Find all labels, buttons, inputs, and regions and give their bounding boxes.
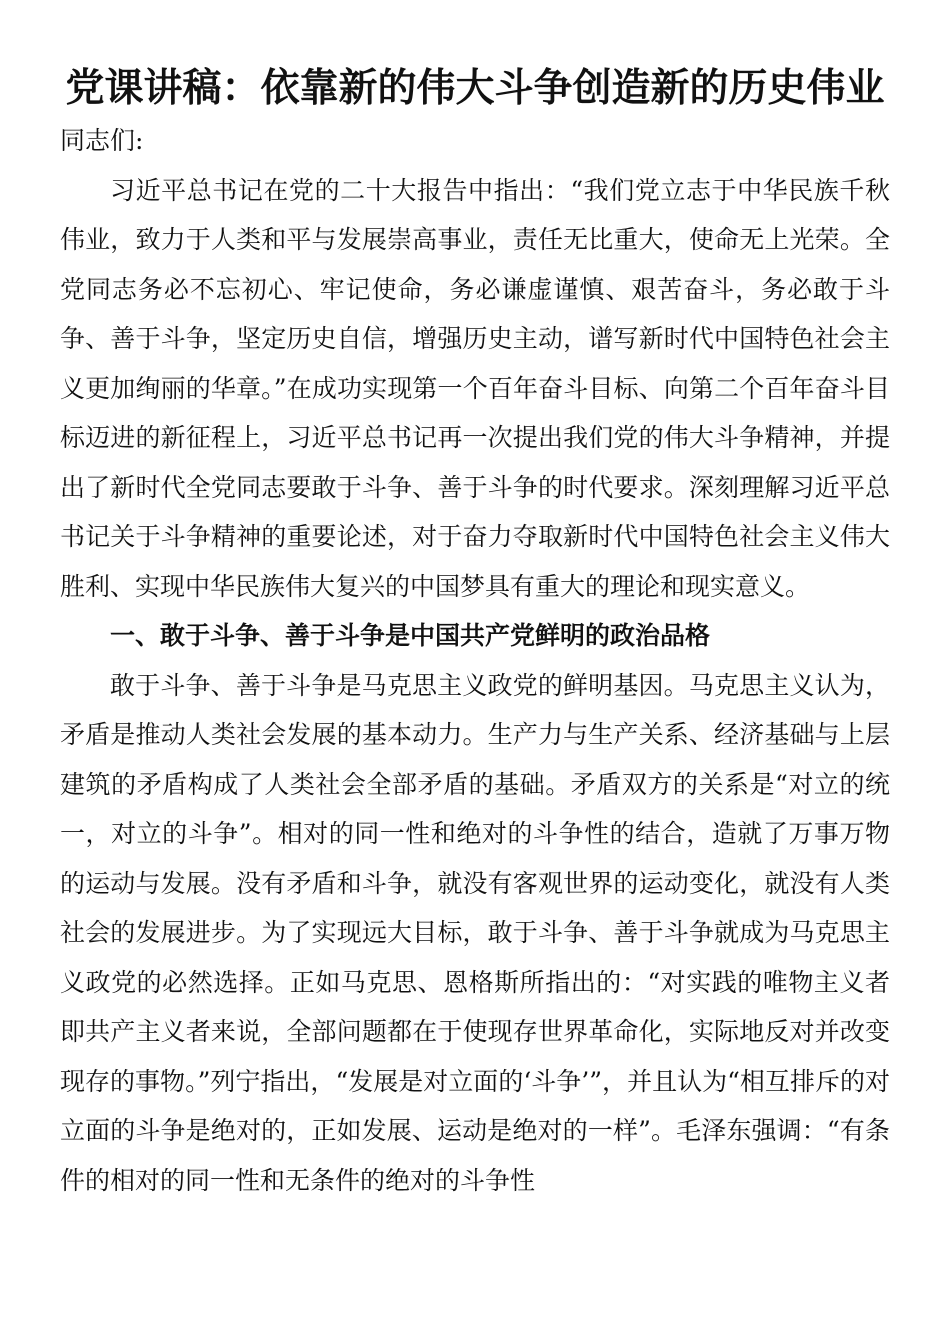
salutation: 同志们: xyxy=(60,126,144,155)
document-body xyxy=(60,116,890,1205)
intro-paragraph: 习近平总书记在党的二十大报告中指出：“我们党立志于中华民族千秋伟业，致力于人类和平与发展崇高事业，责任无比重大，使命无上光荣。全党同志务必不忘初心、牢记使命，务必谦虚谨慎、艰苦奋斗，务必敢于斗争、善于斗争，坚定历史自信，增强历史主动，谱写新时代中国特色社会主义更加绚丽的华章。”在成功实现第一个百年奋斗目标、向第二个百年奋斗目标迈进的新征程上，习近平总书记再一次提出我们党的伟大斗争精神，并提出了新时代全党同志要敢于斗争、善于斗争的时代要求。深刻理解习近平总书记关于斗争精神的重要论述，对于奋力夺取新时代中国特色社会主义伟大胜利、实现中华民族伟大复兴的中国梦具有重大的理论和现实意义。 xyxy=(60,175,890,601)
section-heading: 一、敢于斗争、善于斗争是中国共产党鲜明的政治品格 xyxy=(110,621,711,650)
document-title: 党课讲稿：依靠新的伟大斗争创造新的历史伟业 xyxy=(65,65,885,111)
section-paragraph: 敢于斗争、善于斗争是马克思主义政党的鲜明基因。马克思主义认为，矛盾是推动人类社会发展的基本动力。生产力与生产关系、经济基础与上层建筑的矛盾构成了人类社会全部矛盾的基础。矛盾双方的关系是“对立的统一，对立的斗争”。相对的同一性和绝对的斗争性的结合，造就了万事万物的运动与发展。没有矛盾和斗争，就没有客观世界的运动变化，就没有人类社会的发展进步。为了实现远大目标，敢于斗争、善于斗争就成为马克思主义政党的必然选择。正如马克思、恩格斯所指出的：“对实践的唯物主义者即共产主义者来说，全部问题都在于使现存世界革命化，实际地反对并改变现存的事物。”列宁指出，“发展是对立面的‘斗争’”，并且认为“相互排斥的对立面的斗争是绝对的，正如发展、运动是绝对的一样”。毛泽东强调：“有条件的相对的同一性和无条件的绝对的斗争性 xyxy=(60,670,890,1195)
